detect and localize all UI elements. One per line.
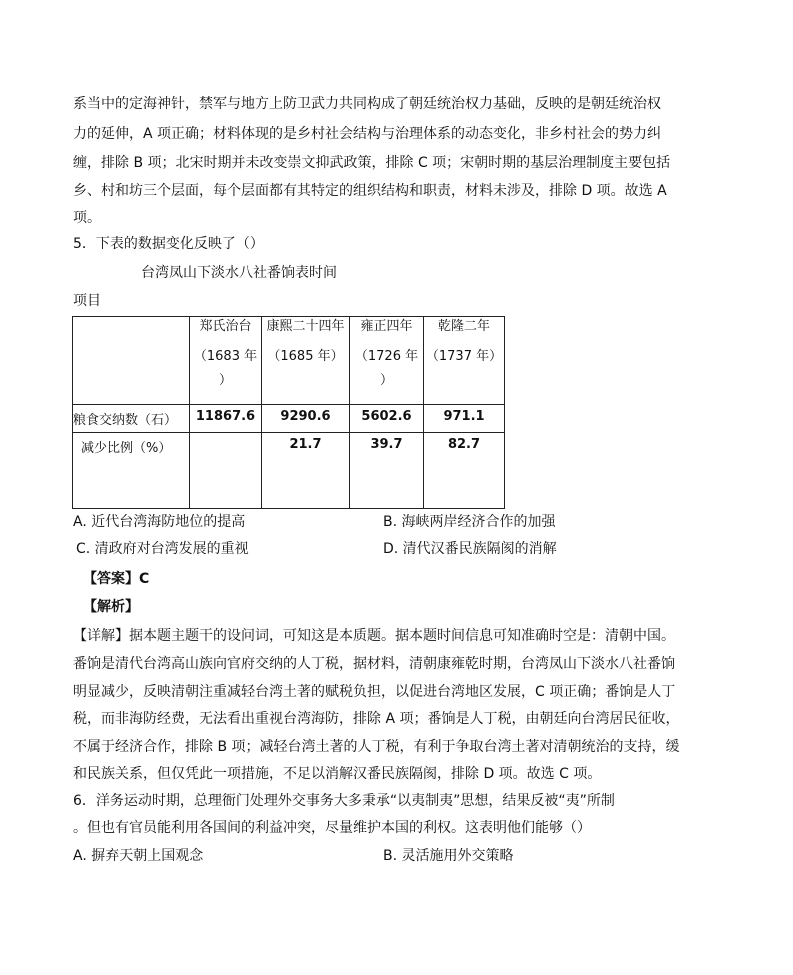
table-header-row — [73, 317, 505, 405]
column-name: 康熙二十四年 — [266, 319, 345, 334]
prev-analysis-line-5: 项。 — [73, 210, 101, 226]
q5-option-b: B. 海峡两岸经济合作的加强 — [383, 514, 556, 530]
column-year: （1737 年） — [425, 349, 503, 364]
data-table — [72, 316, 505, 509]
table-cell: 9290.6 — [262, 405, 350, 433]
row-label: 粮食交纳数（石） — [73, 405, 190, 433]
q5-analysis-line-2: 番饷是清代台湾高山族向官府交纳的人丁税，据材料，清朝康雍乾时期，台湾凤山下淡水八社番饷 — [73, 656, 675, 672]
column-name: 乾隆二年 — [437, 319, 490, 334]
table-row — [73, 433, 505, 509]
table-cell: 11867.6 — [190, 405, 262, 433]
q5-option-c: C. 清政府对台湾发展的重视 — [76, 541, 249, 557]
q6-option-a: A. 摒弃天朝上国观念 — [73, 848, 204, 864]
q5-table-label: 项目 — [73, 293, 101, 309]
column-name: 郑氏治台 — [199, 319, 252, 334]
q5-analysis-line-6: 和民族关系，但仅凭此一项措施，不足以消解汉番民族隔阂，排除 D 项。故选 C 项。 — [73, 766, 602, 782]
table-row — [73, 405, 505, 433]
table-cell: 21.7 — [262, 433, 350, 509]
table-header-cell — [190, 317, 262, 405]
q5-analysis-line-5: 不属于经济合作，排除 B 项；减轻台湾土著的人丁税，有利于争取台湾土著对清朝统治的支持，缓 — [73, 739, 680, 755]
q5-answer: 【答案】C — [83, 571, 150, 587]
q5-analysis-line-1: 【详解】据本题主题干的设问词，可知这是本质题。据本题时间信息可知准确时空是：清朝中国。 — [73, 628, 675, 644]
table-corner-cell — [73, 317, 190, 405]
q5-option-d: D. 清代汉番民族隔阂的消解 — [383, 541, 557, 557]
table-header-cell — [262, 317, 350, 405]
table-header-cell — [350, 317, 424, 405]
q6-stem-line-1: 6．洋务运动时期，总理衙门处理外交事务大多秉承“以夷制夷”思想，结果反被“夷”所制 — [73, 793, 615, 809]
q5-stem: 5．下表的数据变化反映了（） — [73, 236, 264, 252]
prev-analysis-line-3: 缠，排除 B 项；北宋时期并未改变崇文抑武政策，排除 C 项；宋朝时期的基层治理制度主要包括 — [73, 155, 671, 171]
column-year: （1685 年） — [267, 349, 344, 364]
column-name: 雍正四年 — [360, 319, 413, 334]
prev-analysis-line-4: 乡、村和坊三个层面，每个层面都有其特定的组织结构和职责，材料未涉及，排除 D 项。故选 A — [73, 183, 667, 199]
column-year-close: ） — [218, 373, 232, 388]
column-year-close: ） — [379, 373, 393, 388]
q6-option-b: B. 灵活施用外交策略 — [383, 848, 514, 864]
q5-analysis-line-3: 明显减少，反映清朝注重减轻台湾土著的赋税负担，以促进台湾地区发展，C 项正确；番饷是人丁 — [73, 684, 676, 700]
table-cell: 82.7 — [424, 433, 505, 509]
row-label: 减少比例（%） — [73, 433, 190, 509]
column-year: （1683 年 — [193, 349, 258, 364]
prev-analysis-line-1: 系当中的定海神针，禁军与地方上防卫武力共同构成了朝廷统治权力基础，反映的是朝廷统治权 — [73, 96, 661, 112]
q5-table-title: 台湾凤山下淡水八社番饷表时间 — [141, 265, 337, 281]
table-cell — [190, 433, 262, 509]
q6-stem-line-2: 。但也有官员能利用各国间的利益冲突，尽量维护本国的利权。这表明他们能够（） — [73, 820, 591, 836]
prev-analysis-line-2: 力的延伸，A 项正确；材料体现的是乡村社会结构与治理体系的动态变化，非乡村社会的势力纠 — [73, 126, 662, 142]
table-cell: 971.1 — [424, 405, 505, 433]
q5-analysis-line-4: 税，而非海防经费，无法看出重视台湾海防，排除 A 项；番饷是人丁税，由朝廷向台湾居民征收， — [73, 711, 680, 727]
table-header-cell — [424, 317, 505, 405]
table-cell: 5602.6 — [350, 405, 424, 433]
column-year: （1726 年 — [354, 349, 419, 364]
q5-option-a: A. 近代台湾海防地位的提高 — [73, 514, 246, 530]
q5-analysis-heading: 【解析】 — [83, 599, 139, 615]
table-cell: 39.7 — [350, 433, 424, 509]
